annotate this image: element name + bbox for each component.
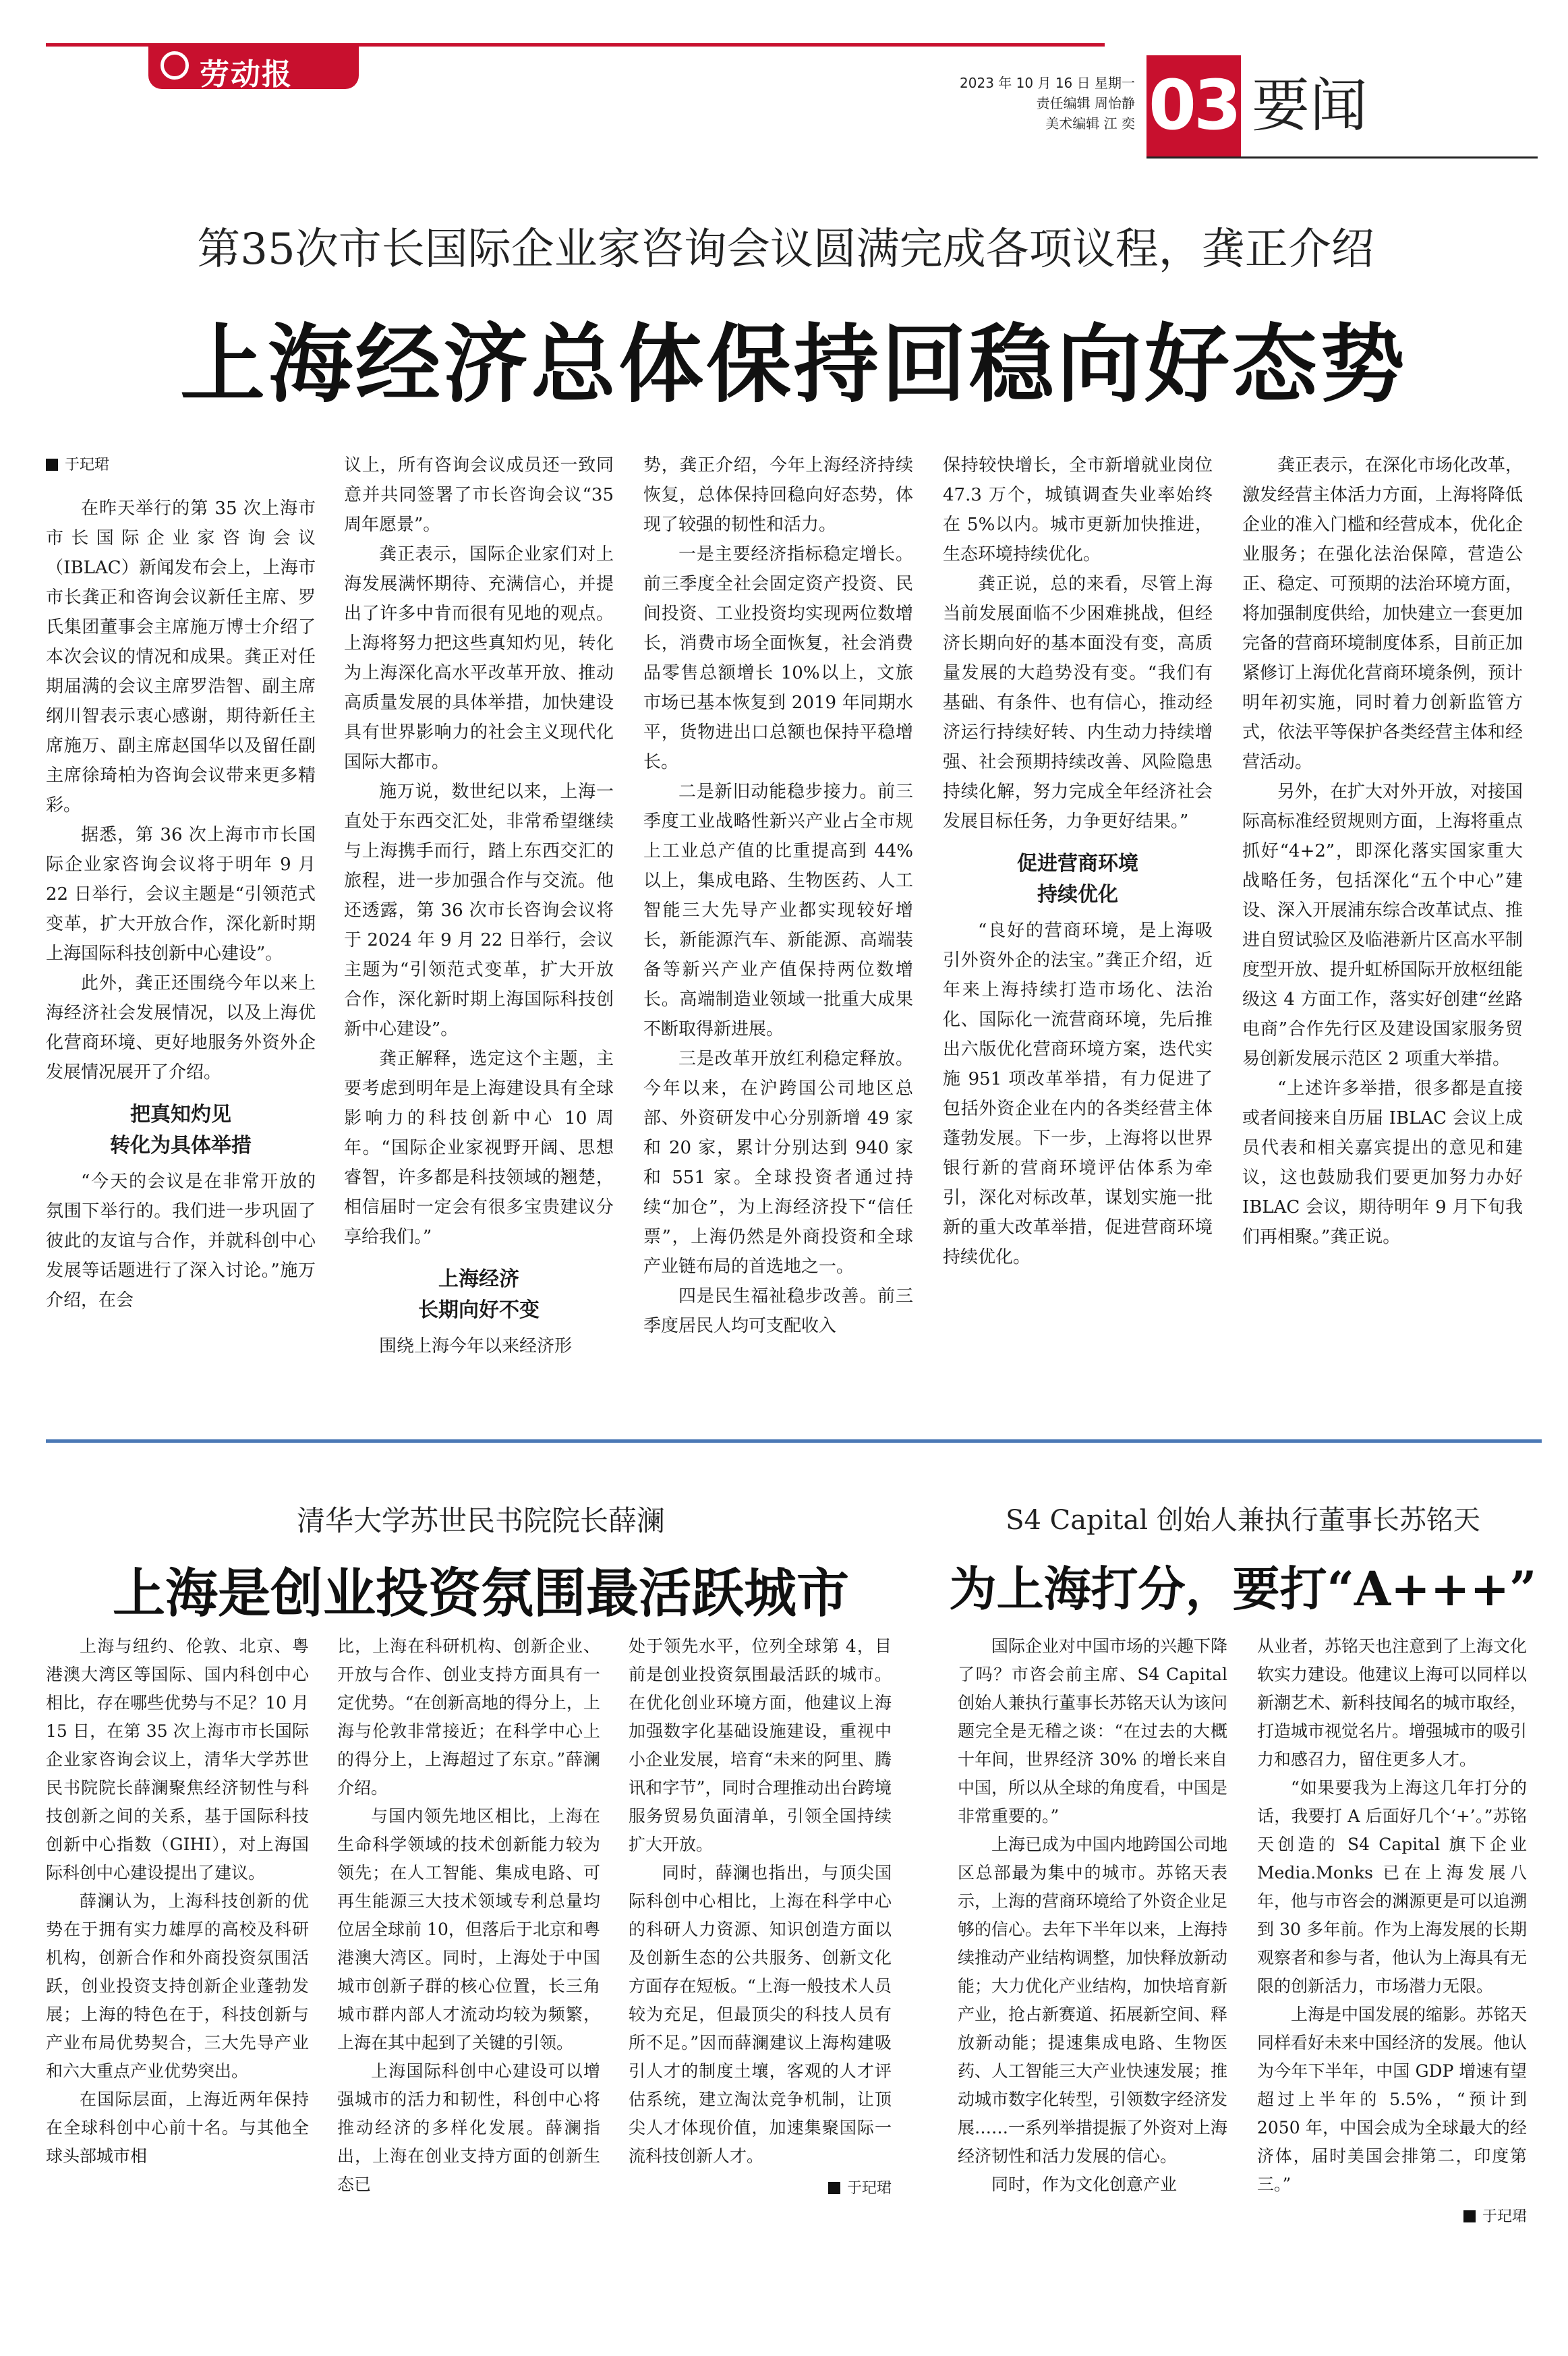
story2-headline: 上海是创业投资氛围最活跃城市: [112, 1563, 849, 1624]
story3-byline-text: 于玘珺: [1482, 2208, 1527, 2225]
paragraph: 上海已成为中国内地跨国公司地区总部最为集中的城市。苏铭天表示，上海的营商环境给了外资企业足够的信心。去年下半年以来，上海持续推动产业结构调整，加快释放新动能；大力优化产业结构，加快培育新产业，抢占新赛道、拓展新空间、释放新动能；提速集成电路、生物医药、人工智能三大产业快速发展；推动城市数字化转型，引领数字经济发展……一系列举措提振了外资对上海经济韧性和活力发展的信心。: [958, 1835, 1228, 2166]
paragraph: “今天的会议是在非常开放的氛围下举行的。我们进一步巩固了彼此的友谊与合作，并就科创中心发展等话题进行了深入讨论。”施万介绍，在会: [46, 1172, 316, 1311]
lead-column-1: [46, 451, 316, 1315]
paragraph: 此外，龚正还围绕今年以来上海经济社会发展情况，以及上海优化营商环境、更好地服务外资外企发展情况展开了介绍。: [46, 973, 316, 1083]
paragraph: 二是新旧动能稳步接力。前三季度工业战略性新兴产业占全市规上工业总产值的比重提高到 44%以上，集成电路、生物医药、人工智能三大先导产业都实现较好增长，新能源汽车、新能源、高端装备等新兴产业产值保持两位数增长。高端制造业领域一批重大成果不断取得新进展。: [643, 782, 913, 1039]
responsible-editor: 责任编辑 周怡静: [1036, 95, 1135, 111]
paragraph: 据悉，第 36 次上海市市长国际企业家咨询会议将于明年 9 月 22 日举行，会议主题是“引领范式变革，扩大开放合作，深化新时期上海国际科技创新中心建设”。: [46, 825, 316, 964]
paragraph: 议上，所有咨询会议成员还一致同意并共同签署了市长咨询会议“35 周年愿景”。: [344, 455, 614, 535]
paragraph: 一是主要经济指标稳定增长。前三季度全社会固定资产投资、民间投资、工业投资均实现两位数增长，消费市场全面恢复，社会消费品零售总额增长 10%以上，文旅市场已基本恢复到 2019 年同期水平，货物进出口总额也保持平稳增长。: [643, 544, 913, 772]
byline-square-icon: [46, 459, 58, 471]
paragraph: 从业者，苏铭天也注意到了上海文化软实力建设。他建议上海可以同样以新潮艺术、新科技闻名的城市取经，打造城市视觉名片。增强城市的吸引力和感召力，留住更多人才。: [1257, 1636, 1528, 1769]
story2-byline-text: 于玘珺: [846, 2180, 892, 2197]
paragraph: 另外，在扩大对外开放，对接国际高标准经贸规则方面，上海将重点抓好“4+2”，即深化落实国家重大战略任务，包括深化“五个中心”建设、深入开展浦东综合改革试点、推进自贸试验区及临港新片区高水平制度型开放、提升虹桥国际开放枢纽能级这 4 方面工作，落实好创建“丝路电商”合作先行区及建设国家服务贸易创新发展示范区 2 项重大举措。: [1242, 782, 1523, 1069]
byline-square-icon: [828, 2182, 840, 2194]
paragraph: 施万说，数世纪以来，上海一直处于东西交汇处，非常希望继续与上海携手而行，踏上东西交汇的旅程，进一步加强合作与交流。他还透露，第 36 次市长咨询会议将于 2024 年 9 月 22 日举行，会议主题为“引领范式变革，扩大开放合作，深化新时期上海国际科技创新中心建设”。: [344, 782, 614, 1039]
story3-column-1: [958, 1632, 1227, 2199]
paragraph: 同时，薛澜也指出，与顶尖国际科创中心相比，上海在科学中心的科研人力资源、知识创造方面以及创新生态的公共服务、创新文化方面存在短板。“上海一般技术人员较为充足，但最顶尖的科技人员有所不足。”因而薛澜建议上海构建吸引人才的制度土壤，客观的人才评估系统，建立淘汰竞争机制，让顶尖人才体现价值，加速集聚国际一流科技创新人才。: [629, 1863, 892, 2166]
paragraph: 国际企业对中国市场的兴趣下降了吗？市咨会前主席、S4 Capital 创始人兼执行董事长苏铭天认为该问题完全是无稽之谈：“在过去的大概十年间，世界经济 30% 的增长来自中国，所以从全球的角度看，中国是非常重要的。”: [958, 1636, 1228, 1826]
paragraph: 势，龚正介绍，今年上海经济持续恢复，总体保持回稳向好态势，体现了较强的韧性和活力。: [643, 455, 913, 535]
lead-column-2: [344, 451, 614, 1361]
paragraph: 薛澜认为，上海科技创新的优势在于拥有实力雄厚的高校及科研机构，创新合作和外商投资氛围活跃，创业投资支持创新企业蓬勃发展；上海的特色在于，科技创新与产业布局优势契合，三大先导产业和六大重点产业优势突出。: [46, 1891, 309, 2081]
story3-byline: [1257, 2203, 1527, 2231]
lead-byline-text: 于玘珺: [65, 457, 110, 473]
paragraph: “如果要我为上海这几年打分的话，我要打 A 后面好几个‘+’。”苏铭天创造的 S4 Capital 旗下企业 Media.Monks 已在上海发展八年，他与市咨会的渊源更是可以追溯到 30 多年前。作为上海发展的长期观察者和参与者，他认为上海具有无限的创新活力，市场潜力无限。: [1257, 1778, 1528, 1996]
paragraph: 比，上海在科研机构、创新企业、开放与合作、创业支持方面具有一定优势。“在创新高地的得分上，上海与伦敦非常接近；在科学中心上的得分上，上海超过了东京。”薛澜介绍。: [337, 1636, 600, 1798]
paragraph: 同时，作为文化创意产业: [991, 2175, 1178, 2194]
paragraph: 围绕上海今年以来经济形: [379, 1336, 573, 1356]
story2-column-1: [46, 1632, 309, 2171]
paragraph: 与国内领先地区相比，上海在生命科学领域的技术创新能力较为领先；在人工智能、集成电路、可再生能源三大技术领域专利总量均位居全球前 10，但落后于北京和粤港澳大湾区。同时，上海处于中国城市创新子群的核心位置，长三角城市群内部人才流动均较为频繁，上海在其中起到了关键的引领。: [337, 1806, 600, 2052]
section-rule: [1146, 156, 1538, 159]
lead-headline: 上海经济总体保持回稳向好态势: [180, 314, 1407, 414]
lead-column-5: [1242, 451, 1523, 1252]
subheading: 上海经济 长期向好不变: [418, 1267, 540, 1322]
masthead-info: [933, 73, 1135, 134]
paragraph: 在昨天举行的第 35 次上海市市长国际企业家咨询会议（IBLAC）新闻发布会上，上海市市长龚正和咨询会议新任主席、罗氏集团董事会主席施万博士介绍了本次会议的情况和成果。龚正对任期届满的会议主席罗浩智、副主席纲川智表示衷心感谢，期待新任主席施万、副主席赵国华以及留任副主席徐琦柏为咨询会议带来更多精彩。: [46, 498, 316, 815]
paragraph: 上海是中国发展的缩影。苏铭天同样看好未来中国经济的发展。他认为今年下半年，中国 GDP 增速有望超过上半年的 5.5%，“预计到 2050 年，中国会成为全球最大的经济体，届时美国会排第二，印度第三。”: [1257, 2005, 1528, 2194]
logo-icon: [161, 51, 189, 80]
paragraph: 四是民生福祉稳步改善。前三季度居民人均可支配收入: [643, 1286, 913, 1336]
lead-byline: [46, 451, 316, 480]
story3-headline: 为上海打分，要打“A+++”: [949, 1561, 1537, 1617]
paragraph: 保持较快增长，全市新增就业岗位 47.3 万个，城镇调查失业率始终在 5%以内。城市更新加快推进，生态环境持续优化。: [943, 455, 1213, 565]
newspaper-logo: 劳动报: [200, 57, 293, 92]
story2-column-3: [629, 1632, 892, 2203]
story3-kicker: S4 Capital 创始人兼执行董事长苏铭天: [1006, 1505, 1480, 1536]
paragraph: 龚正说，总的来看，尽管上海当前发展面临不少困难挑战，但经济长期向好的基本面没有变，高质量发展的大趋势没有变。“我们有基础、有条件、也有信心，推动经济运行持续好转、内生动力持续增强、社会预期持续改善、风险隐患持续化解，努力完成全年经济社会发展目标任务，力争更好结果。”: [943, 574, 1213, 832]
lead-kicker: 第35次市长国际企业家咨询会议圆满完成各项议程，龚正介绍: [197, 225, 1374, 275]
byline-square-icon: [1463, 2210, 1476, 2222]
art-editor: 美术编辑 江 奕: [1045, 115, 1135, 132]
paragraph: 上海国际科创中心建设可以增强城市的活力和韧性，科创中心将推动经济的多样化发展。薛澜指出，上海在创业支持方面的创新生态已: [337, 2061, 600, 2194]
issue-date: 2023 年 10 月 16 日 星期一: [960, 75, 1135, 91]
section-divider: [46, 1439, 1542, 1443]
paragraph: 龚正解释，选定这个主题，主要考虑到明年是上海建设具有全球影响力的科技创新中心 10 周年。“国际企业家视野开阔、思想睿智，许多都是科技领域的翘楚，相信届时一定会有很多宝贵建议分享给我们。”: [344, 1049, 614, 1247]
page-number: 03: [1146, 55, 1241, 156]
paragraph: “良好的营商环境，是上海吸引外资外企的法宝。”龚正介绍，近年来上海持续打造市场化、法治化、国际化一流营商环境，先后推出六版优化营商环境方案，迭代实施 951 项改革举措，有力促进了包括外资企业在内的各类经营主体蓬勃发展。下一步，上海将以世界银行新的营商环境评估体系为牵引，深化对标改革，谋划实施一批新的重大改革举措，促进营商环境持续优化。: [943, 921, 1213, 1267]
paragraph: 处于领先水平，位列全球第 4，目前是创业投资氛围最活跃的城市。在优化创业环境方面，他建议上海加强数字化基础设施建设，重视中小企业发展，培育“未来的阿里、腾讯和字节”，同时合理推动出台跨境服务贸易负面清单，引领全国持续扩大开放。: [629, 1636, 892, 1854]
story2-kicker: 清华大学苏世民书院院长薛澜: [296, 1504, 665, 1537]
paragraph: 龚正表示，国际企业家们对上海发展满怀期待、充满信心，并提出了许多中肯而很有见地的观点。上海将努力把这些真知灼见，转化为上海深化高水平改革开放、推动高质量发展的具体举措，加快建设具有世界影响力的社会主义现代化国际大都市。: [344, 544, 614, 772]
paragraph: 龚正表示，在深化市场化改革，激发经营主体活力方面，上海将降低企业的准入门槛和经营成本，优化企业服务；在强化法治保障，营造公正、稳定、可预期的法治环境方面，将加强制度供给，加快建立一套更加完备的营商环境制度体系，目前正加紧修订上海优化营商环境条例，预计明年初实施，同时着力创新监管方式，依法平等保护各类经营主体和经营活动。: [1242, 455, 1523, 772]
paragraph: 在国际层面，上海近两年保持在全球科创中心前十名。与其他全球头部城市相: [46, 2090, 309, 2166]
subheading: 促进营商环境 持续优化: [1017, 852, 1138, 907]
paragraph: “上述许多举措，很多都是直接或者间接来自历届 IBLAC 会议上成员代表和相关嘉宾提出的意见和建议，这也鼓励我们要更加努力办好 IBLAC 会议，期待明年 9 月下旬我们再相聚。”龚正说。: [1242, 1079, 1523, 1247]
story3-column-2: [1257, 1632, 1527, 2231]
story2-byline: [629, 2175, 892, 2203]
subheading: 把真知灼见 转化为具体举措: [110, 1103, 252, 1157]
lead-column-4: [943, 451, 1213, 1272]
story2-column-2: [337, 1632, 600, 2199]
lead-column-3: [643, 451, 913, 1341]
paragraph: 三是改革开放红利稳定释放。今年以来，在沪跨国公司地区总部、外资研发中心分别新增 49 家和 20 家，累计分别达到 940 家和 551 家。全球投资者通过持续“加仓”，为上海经济投下“信任票”，上海仍然是外商投资和全球产业链布局的首选地之一。: [643, 1049, 913, 1277]
section-name: 要闻: [1252, 72, 1368, 140]
paragraph: 上海与纽约、伦敦、北京、粤港澳大湾区等国际、国内科创中心相比，存在哪些优势与不足？10 月 15 日，在第 35 次上海市市长国际企业家咨询会议上，清华大学苏世民书院院长薛澜聚焦经济韧性与科技创新之间的关系，基于国际科技创新中心指数（GIHI），对上海国际科创中心建设提出了建议。: [46, 1636, 309, 1883]
